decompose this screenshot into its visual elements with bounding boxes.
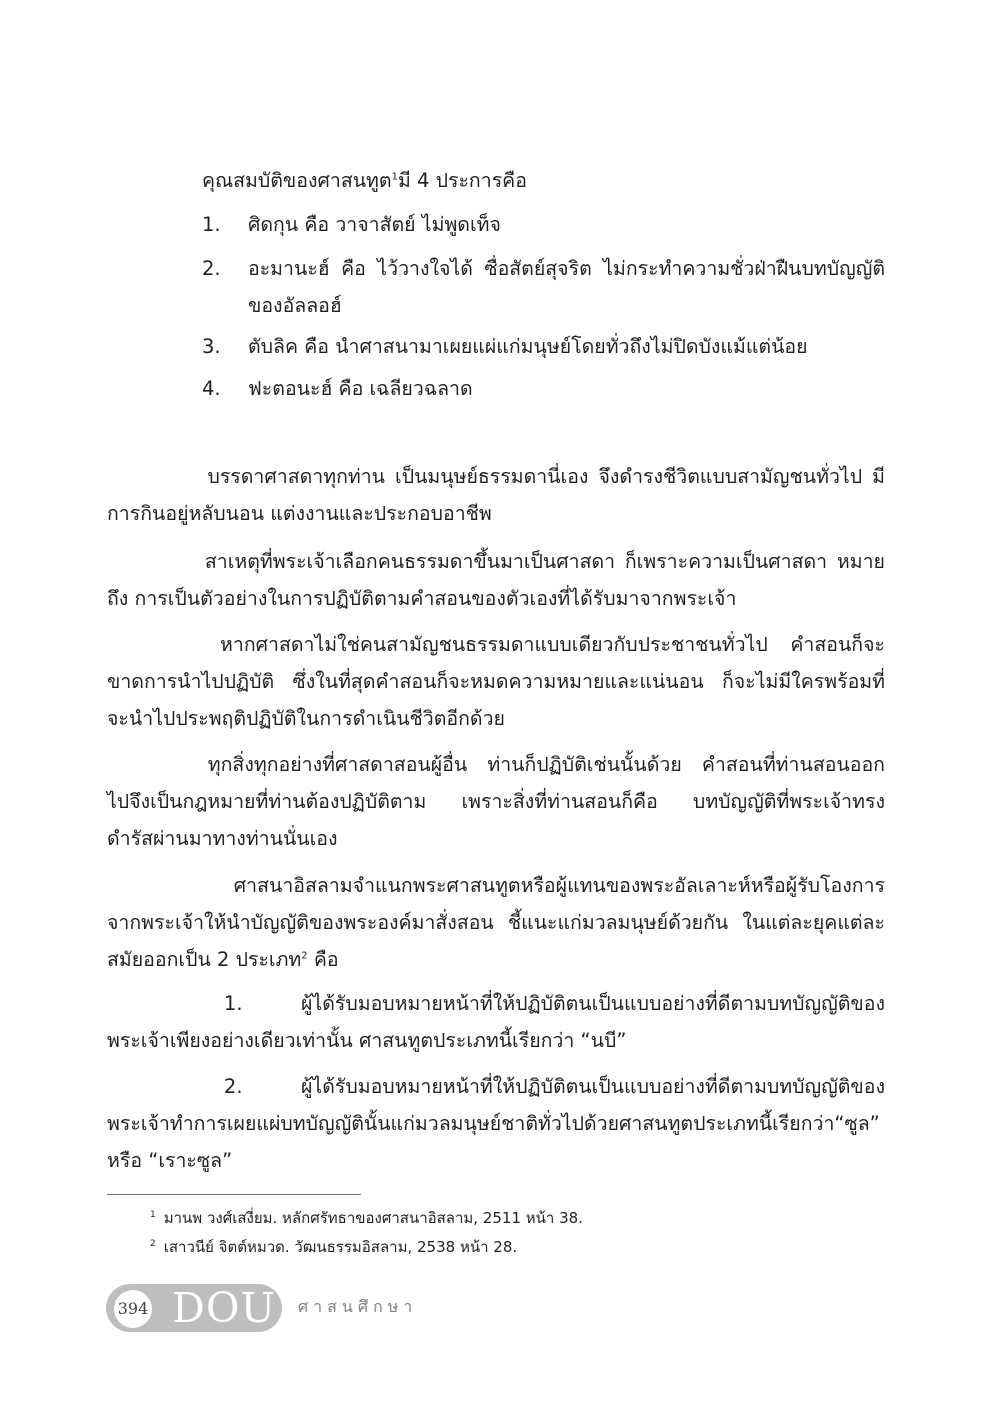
footnote-divider [107, 1194, 361, 1195]
quality-text-line: อะมานะฮ์ คือ ไว้วางใจได้ ซื่อสัตย์สุจริต ไม่กระทำความชั่วฝ่าฝืนบทบัญญัติ [248, 257, 885, 280]
quality-number: 3. [202, 335, 221, 358]
quality-item-2 [202, 250, 885, 324]
paragraph-text: คือ [307, 948, 339, 971]
intro-text: คุณสมบัติของศาสนทูต [202, 169, 392, 192]
quality-text: ฟะตอนะฮ์ คือ เฉลียวฉลาด [248, 377, 473, 400]
paragraph-line: พระเจ้าทำการเผยแผ่บทบัญญัตินั้นแก่มวลมนุษย์ชาติทั่วไปด้วยศาสนทูตประเภทนี้เรียกว่า“ซูล” [107, 1112, 880, 1135]
quality-number: 2. [202, 257, 221, 280]
paragraph-line: หรือ “เราะซูล” [107, 1149, 233, 1172]
paragraph-line: จะนำไปประพฤติปฏิบัติในการดำเนินชีวิตอีกด้วย [107, 707, 505, 730]
paragraph-7 [107, 1068, 885, 1179]
paragraph-line: ดำรัสผ่านมาทางท่านนั่นเอง [107, 827, 338, 850]
paragraph-line: ขาดการนำไปปฏิบัติ ซึ่งในที่สุดคำสอนก็จะหมดความหมายและแน่นอน ก็จะไม่มีใครพร้อมที่ [107, 670, 885, 693]
paragraph-2 [107, 543, 885, 617]
paragraph-line: การกินอยู่หลับนอน แต่งงานและประกอบอาชีพ [107, 502, 492, 525]
footnote-text: มานพ วงศ์เสงี่ยม. หลักศรัทธาของศาสนาอิสลาม, 2511 หน้า 38. [163, 1209, 583, 1227]
footnote-text: เสาวนีย์ จิตต์หมวด. วัฒนธรรมอิสลาม, 2538 หน้า 28. [163, 1238, 518, 1256]
paragraph-line: ทุกสิ่งทุกอย่างที่ศาสดาสอนผู้อื่น ท่านก็ปฏิบัติเช่นนั้นด้วย คำสอนที่ท่านสอนออก [107, 753, 885, 776]
paragraph-line: บรรดาศาสดาทุกท่าน เป็นมนุษย์ธรรมดานี่เอง จึงดำรงชีวิตแบบสามัญชนทั่วไป มี [107, 465, 885, 488]
quality-number: 4. [202, 377, 221, 400]
quality-text: ศิดกุน คือ วาจาสัตย์ ไม่พูดเท็จ [248, 213, 501, 236]
footnote-mark: 1 [150, 1210, 156, 1220]
paragraph-text: สมัยออกเป็น 2 ประเภท [107, 948, 302, 971]
footnote-2 [150, 1235, 517, 1259]
quality-text [248, 250, 885, 324]
paragraph-line: ถึง การเป็นตัวอย่างในการปฏิบัติตามคำสอนของตัวเองที่ได้รับมาจากพระเจ้า [107, 587, 737, 610]
paragraph-line: ศาสนาอิสลามจำแนกพระศาสนทูตหรือผู้แทนของพระอัลเลาะห์หรือผู้รับโองการ [107, 874, 885, 897]
intro-line [202, 162, 885, 199]
paragraph-1 [107, 458, 885, 532]
paragraph-line: 2. ผู้ได้รับมอบหมายหน้าที่ให้ปฏิบัติตนเป็นแบบอย่างที่ดีตามบทบัญญัติของ [107, 1075, 885, 1098]
paragraph-3 [107, 626, 885, 737]
paragraph-6 [107, 985, 885, 1059]
footnote-ref-1: 1 [391, 171, 398, 183]
paragraph-4 [107, 746, 885, 857]
quality-text: ตับลิค คือ นำศาสนามาเผยแผ่แก่มนุษย์โดยทั่วถึงไม่ปิดบังแม้แต่น้อย [248, 335, 808, 358]
paragraph-5 [107, 867, 885, 978]
paragraph-line: ไปจึงเป็นกฎหมายที่ท่านต้องปฏิบัติตาม เพราะสิ่งที่ท่านสอนก็คือ บทบัญญัติที่พระเจ้าทรง [107, 790, 885, 813]
intro-text-after: มี 4 ประการคือ [397, 169, 527, 192]
paragraph-line: พระเจ้าเพียงอย่างเดียวเท่านั้น ศาสนทูตประเภทนี้เรียกว่า “นบี” [107, 1029, 627, 1052]
paragraph-line: จากพระเจ้าให้นำบัญญัติของพระองค์มาสั่งสอน ชี้แนะแก่มวลมนุษย์ด้วยกัน ในแต่ละยุคแต่ละ [107, 911, 885, 934]
paragraph-line: หากศาสดาไม่ใช่คนสามัญชนธรรมดาแบบเดียวกับประชาชนทั่วไป คำสอนก็จะ [107, 633, 885, 656]
paragraph-line: สาเหตุที่พระเจ้าเลือกคนธรรมดาขึ้นมาเป็นศาสดา ก็เพราะความเป็นศาสดา หมาย [107, 550, 885, 573]
footnote-1 [150, 1206, 583, 1230]
quality-number: 1. [202, 213, 221, 236]
running-title: ศาสนศึกษา [298, 1297, 418, 1316]
quality-text-line: ของอัลลอฮ์ [248, 294, 342, 317]
paragraph-line: 1. ผู้ได้รับมอบหมายหน้าที่ให้ปฏิบัติตนเป็นแบบอย่างที่ดีตามบทบัญญัติของ [107, 992, 885, 1015]
footnote-mark: 2 [150, 1239, 156, 1249]
paragraph-line [107, 941, 885, 978]
page-number: 394 [114, 1290, 152, 1328]
dou-logo: DOU [172, 1284, 277, 1332]
footnote-ref-2: 2 [301, 950, 308, 962]
